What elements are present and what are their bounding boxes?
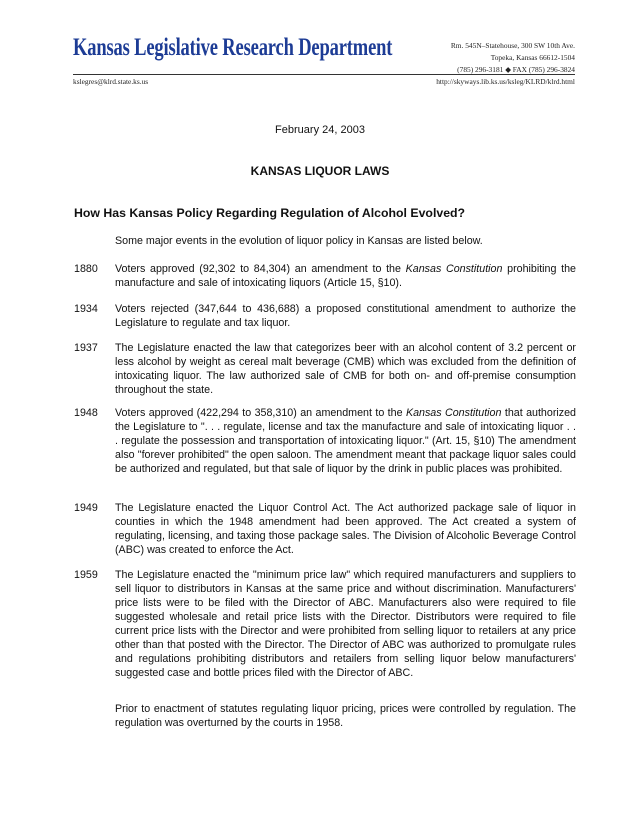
entry-text: The Legislature enacted the law that categorizes beer with an alcohol content of 3.2 percent or less alcohol by weight as cereal malt beverage (CMB) which was excluded from the definition of intoxicating liquor. The law authorized sale of CMB for both on- and off-premise consumption throughout the state. [115, 342, 576, 396]
document-date: February 24, 2003 [275, 124, 365, 136]
department-address [451, 40, 575, 76]
intro-paragraph: Some major events in the evolution of liquor policy in Kansas are listed below. [115, 235, 483, 247]
entry-year: 1880 [74, 263, 98, 275]
website-link[interactable]: http://skyways.lib.ks.us/ksleg/KLRD/klrd.html [436, 77, 575, 86]
timeline-entry-1937 [74, 341, 576, 397]
phone-fax: (785) 296-3181 ◆ FAX (785) 296-3824 [457, 65, 575, 74]
entry-text: The Legislature enacted the Liquor Control Act. The Act authorized package sale of liquor in counties in which the 1948 amendment had been approved. The Act created a system of regulating, licensing, and taxing those package sales. The Division of Alcoholic Beverage Control (ABC) was created to enforce the Act. [115, 502, 576, 556]
entry-year: 1934 [74, 303, 98, 315]
timeline-entry-1959 [74, 568, 576, 680]
timeline-entry-1880 [74, 262, 576, 290]
entry-text: Voters rejected (347,644 to 436,688) a proposed constitutional amendment to authorize the Legislature to regulate and tax liquor. [115, 303, 576, 329]
address-line-1: Rm. 545N–Statehouse, 300 SW 10th Ave. [450, 41, 575, 50]
timeline-entry-1949 [74, 501, 576, 557]
document-title: KANSAS LIQUOR LAWS [250, 164, 390, 178]
section-heading: How Has Kansas Policy Regarding Regulation of Alcohol Evolved? [74, 206, 466, 220]
entry-year: 1959 [74, 569, 98, 581]
entry-text: Voters approved (92,302 to 84,304) an amendment to the Kansas Constitution prohibiting the manufacture and sale of intoxicating liquors (Article 15, §10). [115, 263, 577, 289]
address-line-2: Topeka, Kansas 66612-1504 [490, 53, 575, 62]
entry-text: The Legislature enacted the "minimum price law" which required manufacturers and suppliers to sell liquor to distributors in Kansas at the same price and without discrimination. Manufacturers' price lists were to be filed with the Director of ABC. Manufacturers also were required to file suggested wholesale and retail price lists with the Director. Distributors were required to file current price lists with the Director and were prohibited from selling liquor to retailers at any price other than that posted with the Director. The Director of ABC was authorized to promulgate rules and regulations prohibiting distributors and retailers from selling liquor below manufacturers' suggested case and bottle prices filed with the Director of ABC. [115, 569, 576, 679]
entry-year: 1949 [74, 502, 98, 514]
entry-text: Voters approved (422,294 to 358,310) an amendment to the Kansas Constitution that authorized the Legislature to ". . . regulate, license and tax the manufacture and sale of intoxicating liquor . . . regulate the possession and transportation of intoxicating liquor." (Art. 15, §10) The amendment also "forever prohibited" the open saloon. The amendment meant that package liquor sales could be authorized and regulated, but that sale of liquor by the drink in public places was prohibited. [115, 407, 576, 475]
email-link[interactable]: kslegres@klrd.state.ks.us [73, 77, 149, 86]
entry-year: 1937 [74, 342, 98, 354]
entry-year: 1948 [74, 407, 98, 419]
timeline-entry-1934 [74, 302, 576, 330]
department-name: Kansas Legislative Research Department [73, 34, 393, 61]
timeline-entry-1948 [74, 406, 576, 476]
header-rule [73, 74, 575, 75]
closing-paragraph: Prior to enactment of statutes regulating liquor pricing, prices were controlled by regulation. The regulation was overturned by the courts in 1958. [115, 703, 576, 729]
